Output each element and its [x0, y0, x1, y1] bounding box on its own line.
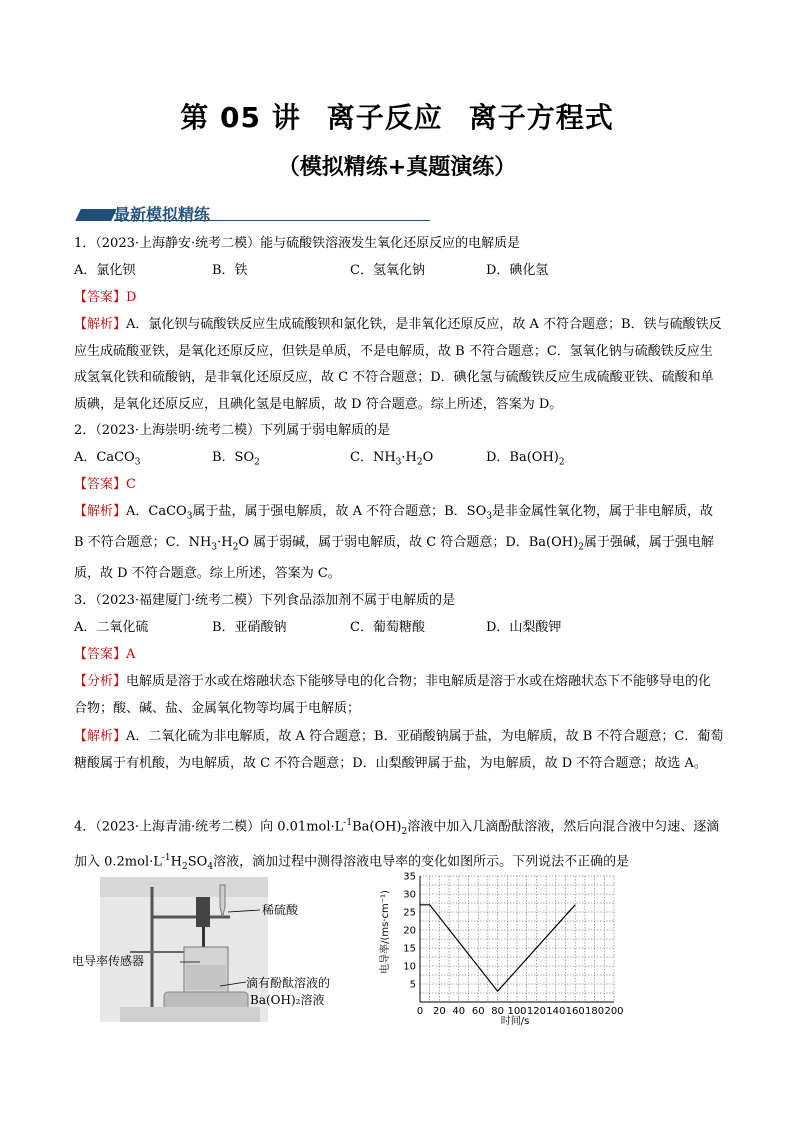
x-tick-label: 200: [604, 1006, 624, 1017]
banner-bar: [75, 209, 117, 221]
q2-analysis-tag: 【解析】: [74, 504, 127, 519]
q3-stem: 3．（2023·福建厦门·统考二模）下列食品添加剂不属于电解质的是: [74, 593, 456, 608]
section-banner: [74, 202, 430, 224]
q2-options: [74, 445, 724, 471]
chart-xlabel: 时间/s: [500, 1016, 530, 1027]
page-title: [0, 96, 794, 136]
q3-analysis: [74, 724, 724, 777]
q2-option-b: B．$SO_2$: [212, 450, 260, 468]
y-tick-label: 35: [403, 871, 416, 883]
q1-answer-tag: 【答案】: [74, 290, 127, 305]
q2-answer-value: C: [126, 477, 136, 492]
q3-fenxi-tag: 【分析】: [74, 674, 127, 689]
q3-option-d: D．山梨酸钾: [486, 620, 562, 635]
chart-grid: [420, 876, 614, 1002]
q2-answer: [74, 472, 136, 498]
q3-fenxi: [74, 669, 724, 722]
title-lecture: 第 05 讲: [180, 101, 301, 134]
q2-answer-tag: 【答案】: [74, 477, 127, 492]
q1-option-d: D．碘化氢: [486, 263, 549, 278]
q1-options: [74, 258, 724, 284]
x-tick-label: 180: [585, 1006, 605, 1017]
label-leader-lines: [180, 952, 270, 1002]
q1-analysis-text: A．氯化钡与硫酸铁反应生成硫酸钡和氯化铁，是非氧化还原反应，故 A 不符合题意；B．铁与硫酸铁反应生成硫酸亚铁，是氧化还原反应，但铁是单质，不是电解质，故 B 不符合题意；C．氢氧化钠与硫酸铁反应生成氢氧化铁和硫酸钠，是非氧化还原反应，故 C 不符合题意；D．碘化氢与硫酸铁反应生成硫酸亚铁、硫酸和单质碘，是氧化还原反应，且碘化氢是电解质，故 D 符合题意。综上所述，答案为 D。: [74, 317, 722, 412]
label-acid-leader: [228, 906, 264, 916]
chart-svg: [378, 868, 628, 1028]
q3-fenxi-text: 电解质是溶于水或在熔融状态下能够导电的化合物；非电解质是溶于水或在熔融状态下不能够导电的化合物；酸、碱、盐、金属氧化物等均属于电解质；: [74, 674, 712, 716]
label-solution-2: Ba(OH)₂溶液: [250, 993, 325, 1007]
q2-option-c: C．$NH_3\cdot H_2O$: [350, 450, 434, 468]
q2-analysis: 【解析】A．CaCO$_3$属于盐，属于强电解质，故 A 不符合题意；B．$SO_3$是非金属性氧化物，属于非电解质，故 B 不符合题意；C．$NH_3\cdot H_2O$ 属于弱碱，属于弱电解质，故 C 符合题意；D．$Ba(OH)_2$属于强碱，属于强电解质，故 D 不符合题意。综上所述，答案为 C。: [74, 504, 714, 582]
y-tick-label: 15: [403, 943, 416, 955]
q2-option-a: A．CaCO$_3$: [74, 450, 141, 468]
page-subtitle: （模拟精练+真题演练）: [277, 155, 517, 180]
x-tick-label: 100: [507, 1006, 527, 1017]
q2-option-d: D．$Ba(OH)_2$: [486, 450, 565, 468]
q4-stem: 4．（2023·上海青浦·统考二模）向 $0.01mol\cdot L^{-1}Ba(OH)_2$溶液中加入几滴酚酞溶液，然后向混合液中匀速、逐滴加入 $0.2mol\cdot L^{-1}H_2SO_4$溶液，滴加过程中测得溶液电导率的变化如图所示。下列说法不正确的是: [74, 818, 720, 873]
q1-option-c: C．氢氧化钠: [350, 263, 425, 278]
x-tick-label: 20: [433, 1006, 446, 1017]
y-tick-label: 25: [403, 907, 416, 919]
title-topic2: 离子方程式: [468, 101, 614, 134]
q1-option-b: B．铁: [212, 263, 248, 278]
q2-stem: 2．（2023·上海崇明·统考二模）下列属于弱电解质的是: [74, 423, 391, 438]
q1-option-a: A．氯化钡: [74, 263, 136, 278]
q3-option-b: B．亚硝酸钠: [212, 620, 287, 635]
chart-ticks: [403, 872, 623, 1018]
x-tick-label: 140: [546, 1006, 566, 1017]
q1-stem: 1．（2023·上海静安·统考二模）能与硫酸铁溶液发生氧化还原反应的电解质是: [74, 236, 521, 251]
q3-answer-value: A: [126, 647, 136, 662]
x-tick-label: 40: [452, 1006, 466, 1017]
x-tick-label: 80: [491, 1006, 504, 1017]
label-dilute-acid: 稀硫酸: [262, 903, 299, 917]
q1-analysis-tag: 【解析】: [74, 317, 127, 332]
title-topic1: 离子反应: [326, 101, 443, 134]
y-tick-label: 30: [403, 889, 416, 901]
label-solution-1: 滴有酚酞溶液的: [246, 976, 331, 990]
q3-analysis-tag: 【解析】: [74, 729, 127, 744]
q3-option-c: C．葡萄糖酸: [350, 620, 425, 635]
label-sensor: 电导率传感器: [72, 954, 145, 968]
q1-analysis: [74, 312, 724, 418]
x-tick-label: 60: [471, 1006, 485, 1017]
y-tick-label: 5: [409, 979, 416, 991]
q1-answer-value: D: [126, 290, 137, 305]
chart-ylabel: 电导率/(ms·cm⁻¹): [380, 890, 391, 974]
x-tick-label: 120: [526, 1006, 546, 1017]
section-title: 最新模拟精练: [114, 205, 211, 224]
conductivity-chart: [378, 868, 628, 1028]
q3-answer-tag: 【答案】: [74, 647, 127, 662]
y-tick-label: 10: [403, 961, 416, 973]
x-tick-label: 160: [565, 1006, 585, 1017]
q3-option-a: A．二氧化硫: [74, 620, 149, 635]
q3-analysis-text: A．二氧化硫为非电解质，故 A 符合题意；B．亚硝酸钠属于盐，为电解质，故 B 不符合题意；C．葡萄糖酸属于有机酸，为电解质，故 C 不符合题意；D．山梨酸钾属于盐，为电解质，故 D 不符合题意；故选 A。: [74, 729, 724, 771]
q3-answer: [74, 642, 135, 668]
y-tick-label: 20: [403, 925, 416, 937]
q3-options: [74, 615, 724, 641]
q1-answer: [74, 285, 136, 311]
x-tick-label: 0: [416, 1006, 424, 1017]
